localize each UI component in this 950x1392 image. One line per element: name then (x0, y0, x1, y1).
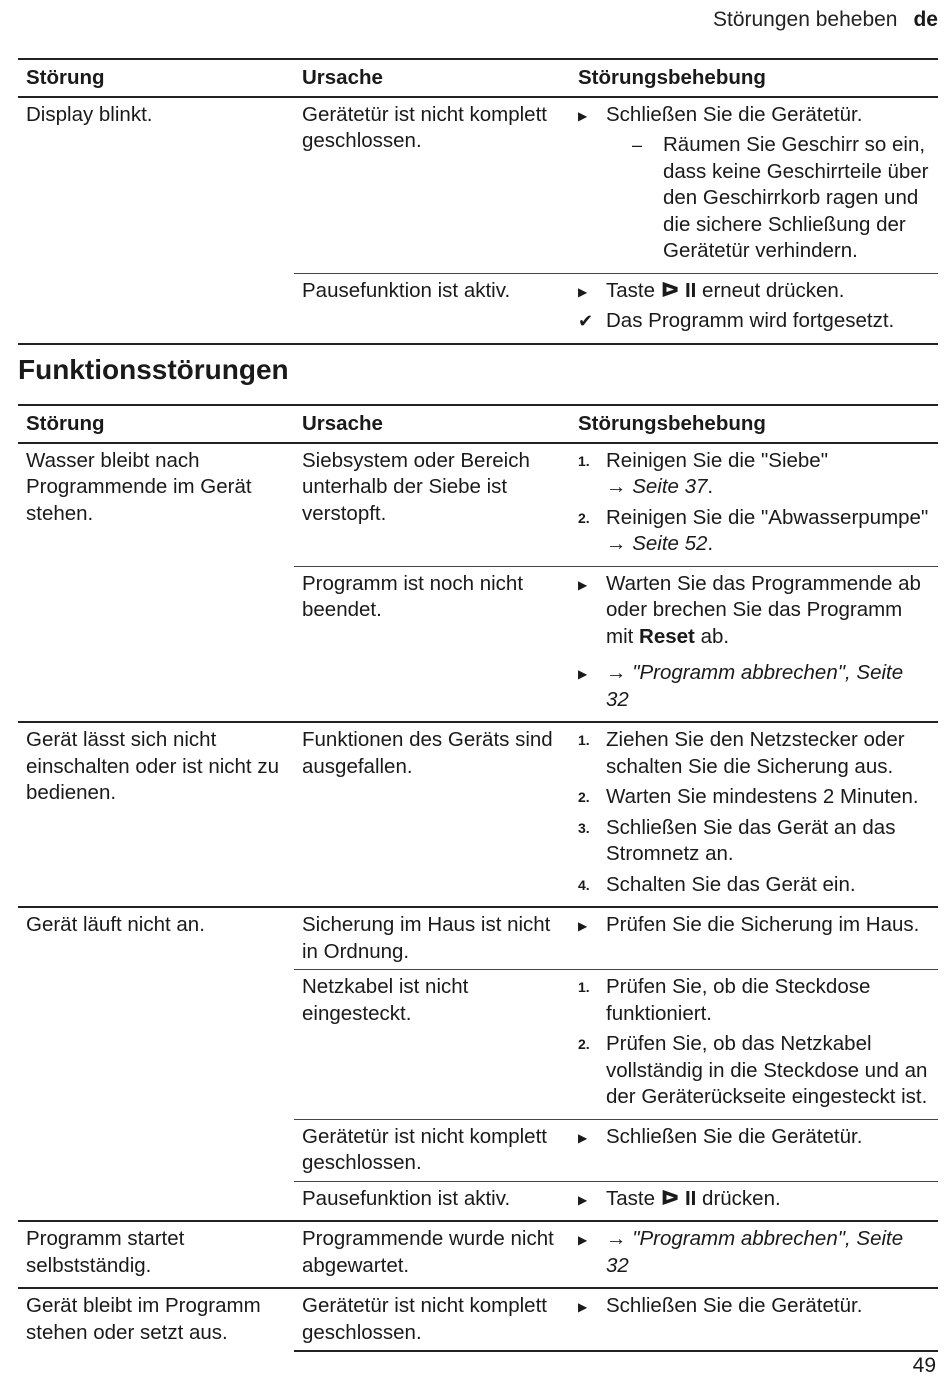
cell-stoerung: Programm startet selbstständig. (18, 1221, 294, 1288)
list-item: ▶ Schließen Sie die Gerätetür. (578, 1293, 930, 1320)
cell-ursache: Programm ist noch nicht beendet. (294, 566, 570, 722)
list-item: 1. Prüfen Sie, ob die Steckdose funktioniert. (578, 975, 871, 1025)
list-item: ▶ Taste ᐅ II erneut drücken. (578, 278, 930, 305)
col-header-ursache: Ursache (294, 405, 570, 443)
list-item: 4. Schalten Sie das Gerät ein. (578, 872, 856, 896)
table-row (18, 443, 938, 567)
table-row (18, 1288, 938, 1351)
col-header-behebung: Störungsbehebung (570, 59, 938, 97)
header-section: Störungen beheben (712, 8, 898, 31)
cell-ursache: Gerätetür ist nicht komplett geschlossen. (294, 1288, 570, 1351)
list-item: ✔ Das Programm wird fortgesetzt. (578, 308, 930, 335)
bullet-triangle-icon: ▶ (578, 1233, 588, 1247)
bullet-triangle-icon: ▶ (578, 919, 588, 933)
list-item (578, 1226, 930, 1279)
cell-stoerung: Gerät läuft nicht an. (18, 907, 294, 1221)
cell-stoerung: Display blinkt. (18, 97, 294, 344)
cell-behebung (570, 443, 938, 567)
dash-icon: – (632, 135, 643, 155)
table-display-errors (18, 58, 938, 345)
cell-behebung (570, 273, 938, 344)
table-function-errors (18, 404, 938, 1352)
cell-ursache: Funktionen des Geräts sind ausgefallen. (294, 722, 570, 907)
cell-behebung (570, 1181, 938, 1221)
list-item: 1. Ziehen Sie den Netzstecker oder schalten Sie die Sicherung aus. (578, 728, 905, 778)
cell-ursache: Siebsystem oder Bereich unterhalb der Siebe ist verstopft. (294, 443, 570, 567)
table-row (18, 907, 938, 970)
list-item (578, 660, 930, 713)
table-row (18, 722, 938, 907)
table-row (18, 1221, 938, 1288)
col-header-stoerung: Störung (18, 405, 294, 443)
cell-stoerung: Wasser bleibt nach Programmende im Gerät stehen. (18, 443, 294, 723)
bullet-triangle-icon: ▶ (578, 667, 588, 681)
list-item: 2. Warten Sie mindestens 2 Minuten. (578, 785, 919, 808)
header-lang: de (913, 8, 938, 31)
page-number: 49 (912, 1354, 936, 1377)
list-item: 2. Prüfen Sie, ob das Netzkabel vollständig in die Steckdose und an der Geräterückseite eingesteckt ist. (578, 1032, 928, 1108)
cell-ursache: Gerätetür ist nicht komplett geschlossen. (294, 1119, 570, 1181)
list-item: ▶ Schließen Sie die Gerätetür. (578, 1124, 930, 1151)
table-header-row (18, 59, 938, 97)
cell-behebung (570, 1119, 938, 1181)
cell-ursache: Pausefunktion ist aktiv. (294, 273, 570, 344)
checkmark-icon: ✔ (578, 311, 594, 331)
cell-ursache: Sicherung im Haus ist nicht in Ordnung. (294, 907, 570, 970)
cell-behebung (570, 1221, 938, 1288)
start-pause-icon: ᐅ II (660, 1186, 697, 1210)
cell-behebung (570, 722, 938, 907)
page-ref-link[interactable]: → Seite 37 (606, 475, 708, 498)
bullet-triangle-icon: ▶ (578, 577, 588, 592)
list-item: ▶ Prüfen Sie die Sicherung im Haus. (578, 912, 930, 939)
table-row (18, 97, 938, 274)
list-item: 3. Schließen Sie das Gerät an das Stromnetz an. (578, 815, 896, 865)
bullet-triangle-icon: ▶ (578, 1192, 588, 1207)
bullet-triangle-icon: ▶ (578, 108, 588, 123)
cell-ursache: Gerätetür ist nicht komplett geschlossen. (294, 97, 570, 274)
list-item: 1. Reinigen Sie die "Siebe" → Seite 37. (578, 448, 828, 498)
page-ref-link[interactable]: → "Programm abbrechen", Seite 32 (606, 661, 904, 711)
cell-ursache: Pausefunktion ist aktiv. (294, 1181, 570, 1221)
list-item: ▶ Taste ᐅ II drücken. (578, 1186, 930, 1213)
cell-behebung (570, 970, 938, 1120)
col-header-behebung: Störungsbehebung (570, 405, 938, 443)
col-header-stoerung: Störung (18, 59, 294, 97)
cell-stoerung: Gerät bleibt im Programm stehen oder setzt aus. (26, 1294, 261, 1344)
bullet-triangle-icon: ▶ (578, 1300, 588, 1314)
cell-stoerung: Gerät lässt sich nicht einschalten oder ist nicht zu bedienen. (18, 722, 294, 907)
page-ref-link[interactable]: → Seite 52 (606, 532, 708, 555)
bullet-triangle-icon: ▶ (578, 1130, 588, 1145)
cell-ursache: Programmende wurde nicht abgewartet. (294, 1221, 570, 1288)
cell-behebung (570, 1288, 938, 1351)
col-header-ursache: Ursache (294, 59, 570, 97)
table-header-row (18, 405, 938, 443)
bullet-triangle-icon: ▶ (578, 284, 588, 299)
list-item: ▶ Schließen Sie die Gerätetür. (578, 102, 930, 129)
start-pause-icon: ᐅ II (660, 278, 697, 302)
cell-behebung (570, 907, 938, 970)
list-item: – Räumen Sie Geschirr so ein, dass keine Geschirrteile über den Geschirrkorb ragen und die sichere Schließung der Gerätetür verhindern. (632, 133, 929, 262)
cell-ursache: Netzkabel ist nicht eingesteckt. (294, 970, 570, 1120)
list-item: 2. Reinigen Sie die "Abwasserpumpe" → Seite 52. (578, 505, 929, 555)
page-ref-link[interactable]: → "Programm abbrechen", Seite 32 (606, 1227, 904, 1277)
cell-behebung (570, 97, 938, 274)
cell-behebung (570, 566, 938, 722)
section-title: Funktionsstörungen (18, 354, 289, 385)
list-item: ▶ Warten Sie das Programmende ab oder brechen Sie das Programm mit Reset ab. (578, 571, 921, 648)
page-header (713, 8, 938, 32)
